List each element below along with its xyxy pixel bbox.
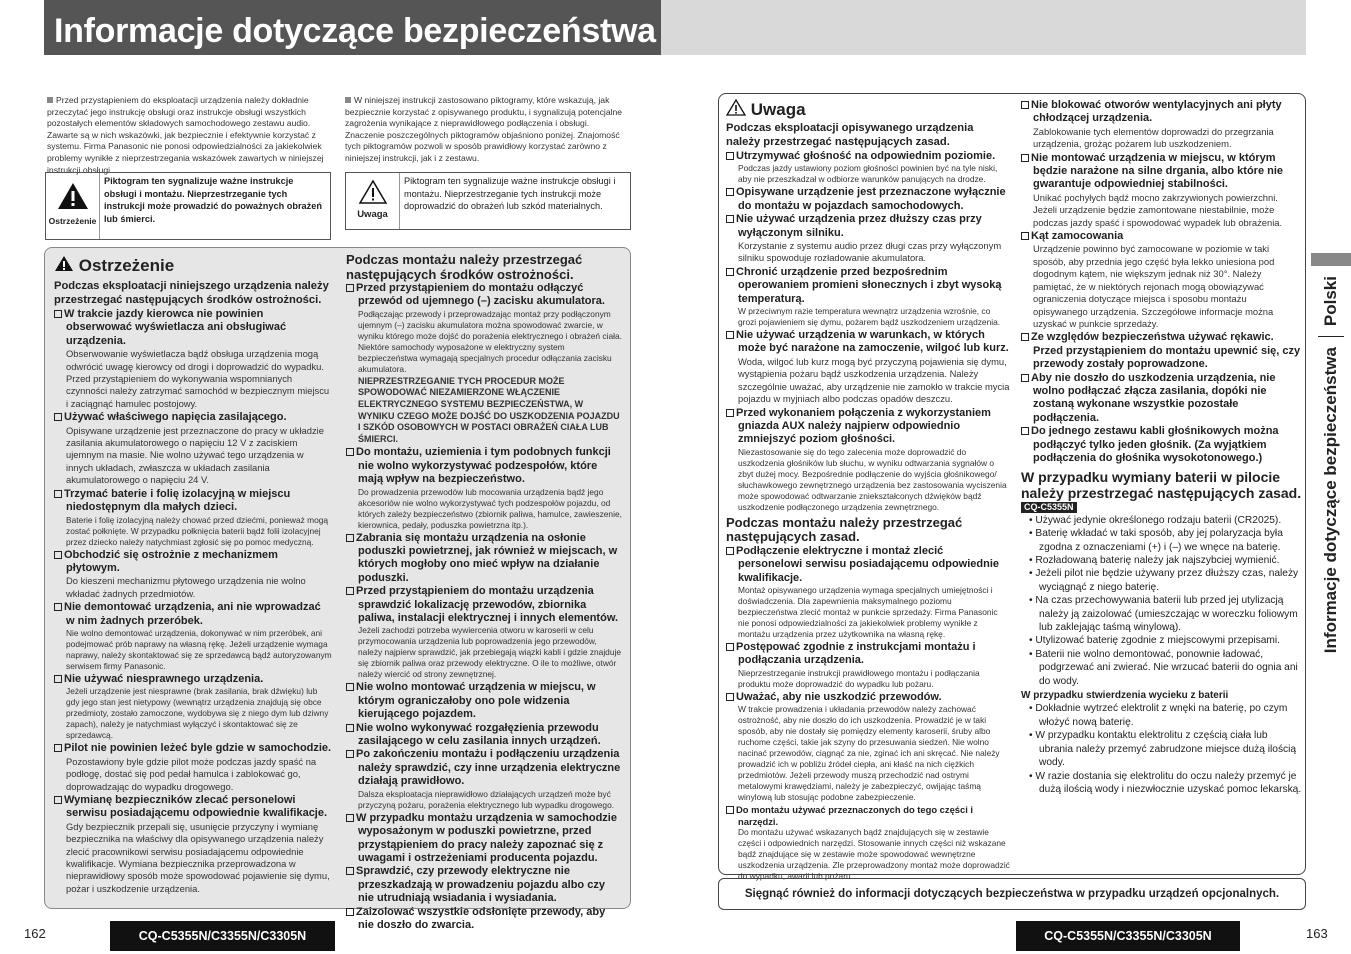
caution-heading: Uwaga <box>726 99 1010 121</box>
warning-item-body: Obserwowanie wyświetlacza bądź obsługa urządzenia mogą odwrócić uwagę kierowcy od drogi i doprowadzić do wypadku. Przed przystąpieniem do wykonywania wspomnianych czynności należy zatrzymać samochód w bezpiecznym miejscu i zaciągnąć hamulec postojowy. <box>66 348 330 409</box>
warning-item-title: W trakcie jazdy kierowca nie powinien obserwować wyświetlacza ani obsługiwać urządzenia. <box>54 308 332 348</box>
caution-item-title: Utrzymywać głośność na odpowiednim poziomie. <box>726 150 1010 163</box>
checkbox-icon <box>1021 374 1029 382</box>
intro-left: Przed przystąpieniem do eksploatacji urządzenia należy dokładnie przeczytać jego instrukcję obsługi oraz instrukcje obsługi wszystkich pozostałych elementów składowych samochodowego zestawu audio. Zawarte są w nich wskazówki, jak bezpiecznie i efektywnie korzystać z systemu. Firma Panasonic nie ponosi odpowiedzialności za jakiekolwiek problemy wynikłe z nieprzestrzegania wskazówek zawartych w niniejszej instrukcji obsługi. <box>47 95 324 175</box>
mounting-item-caps: NIEPRZESTRZEGANIE TYCH PROCEDUR MOŻE SPOWODOWAĆ NIEZAMIERZONE WŁĄCZENIE ELEKTRYCZNEGO SYSTEMU BEZPIECZEŃSTWA, W WYNIKU CZEGO MOŻE DOJŚĆ DO USZKODZENIA POJAZDU I SZKÓD OSOBOWYCH W POSTACI OBRAŻEŃ CIAŁA LUB ŚMIERCI. <box>358 375 620 444</box>
checkbox-icon <box>726 188 734 196</box>
caution-item-body: Korzystanie z systemu audio przez długi czas przy wyłączonym silniku spowoduje rozładowanie akumulatora. <box>738 240 1002 264</box>
checkbox-icon <box>1021 427 1029 435</box>
battery-heading: W przypadku wymiany baterii w pilocie należy przestrzegać następujących zasad. <box>1021 469 1302 502</box>
checkbox-icon <box>726 331 734 339</box>
side-tab-text <box>1316 276 1346 696</box>
caution-item-title: Nie używać urządzenia w warunkach, w których może być narażone na zamoczenie, wilgoć lub kurz. <box>726 329 1010 356</box>
checkbox-icon <box>54 551 62 559</box>
mounting-caution-item-body: Montaż opisywanego urządzenia wymaga specjalnych umiejętności i doświadczenia. Dla zapewnienia maksymalnego poziomu bezpieczeństwa zlecić montaż w punkcie sprzedaży. Firma Panasonic nie ponosi odpowiedzialności za jakiekolwiek problemy wynikłe z montażu urządzenia przez użytkownika na własną rękę. <box>738 584 998 639</box>
intro-middle: W niniejszej instrukcji zastosowano piktogramy, które wskazują, jak bezpiecznie korzystać z opisywanego produktu, i sygnalizują potencjalne zagrożenia wynikające z nieprawidłowego podłączenia i obsługi. Znaczenie poszczególnych piktogramów objaśniono poniżej. Znajomość tych piktogramów pozwoli w sposób prawidłowy korzystać zarówno z niniejszej instrukcji, jak i z zestawu. <box>345 95 623 163</box>
checkbox-icon <box>726 806 734 814</box>
side-tab-divider <box>1318 336 1344 337</box>
caution-item-title: Opisywane urządzenie jest przeznaczone wyłącznie do montażu w pojazdach samochodowych. <box>726 186 1010 213</box>
checkbox-icon <box>726 215 734 223</box>
model-tag: CQ-C5355N <box>1021 502 1077 513</box>
battery-item: • Rozładowaną baterię należy jak najszybciej wymienić. <box>1029 555 1280 566</box>
mounting-caution-item-title: Podłączenie elektryczne i montaż zlecić personelowi serwisu posiadającemu odpowiednie kwalifikacje. <box>726 545 1010 585</box>
footer-model-right: CQ-C5355N/C3355N/C3305N <box>1016 921 1240 951</box>
mounting-item-body: Dalsza eksploatacja nieprawidłowo działających urządzeń może być przyczyną pożaru, porażenia elektrycznego lub wypadku drogowego. <box>358 788 615 810</box>
mounting-item-title: Nie wolno wykonywać rozgałęzienia przewodu zasilającego w celu zasilania innych urządzeń. <box>346 722 622 749</box>
warning-column <box>54 255 332 896</box>
battery-item: • Baterię wkładać w taki sposób, aby jej polaryzacja była zgodna z oznaczeniami (+) i (–) we wnęce na baterię. <box>1029 528 1283 553</box>
battery-item: • Jeżeli pilot nie będzie używany przez dłuższy czas, należy wyciągnąć z niego baterię. <box>1029 568 1299 593</box>
warning-item-title: Nie używać niesprawnego urządzenia. <box>54 673 332 686</box>
checkbox-icon <box>346 534 354 542</box>
mounting-caution-item-body: Urządzenie powinno być zamocowane w poziomie w taki sposób, aby przednia jego część była lekko uniesiona pod dogodnym kątem, nie większym jednak niż 30°. Należy pamiętać, że w niektórych rejonach mogą obowiązywać ograniczenia dotyczące miejsca i sposobu montażu opisywanego urządzenia. Szczegółowe informacje można uzyskać w punkcie sprzedaży. <box>1033 243 1275 329</box>
warning-item-body: Jeżeli urządzenie jest niesprawne (brak zasilania, brak dźwięku) lub gdy jego stan jest nietypowy (wewnątrz urządzenia znajdują się obce przedmioty, zostało zamoczone, wydobywa się z niego dym lub dziwny zapach), należy je natychmiast wyłączyć i skontaktować się ze sprzedawcą. <box>66 686 329 741</box>
mounting-warning-heading: Podczas montażu należy przestrzegać następujących środków ostrożności. <box>346 252 583 282</box>
checkbox-icon <box>346 750 354 758</box>
checkbox-icon <box>346 587 354 595</box>
mounting-warning-column <box>346 253 622 932</box>
side-tab-marker <box>1311 253 1351 266</box>
leak-item: • W przypadku kontaktu elektrolitu z częścią ciała lub ubrania należy przemyć zabrudzone miejsce dużą ilością wody. <box>1029 730 1297 769</box>
page-number-right: 163 <box>1306 926 1328 941</box>
mounting-caution-item-body: Nieprzestrzeganie instrukcji prawidłowego montażu i podłączania produktu może doprowadzić do wypadku lub pożaru. <box>738 667 980 689</box>
mounting-item-title: Sprawdzić, czy przewody elektryczne nie przeszkadzają w prowadzeniu pojazdu albo czy nie utrudniają wsiadania i wysiadania. <box>346 865 622 905</box>
checkbox-icon <box>346 908 354 916</box>
mounting-caution-item-title: Postępować zgodnie z instrukcjami montażu i podłączania urządzenia. <box>726 641 1010 668</box>
leak-heading: W przypadku stwierdzenia wycieku z baterii <box>1021 690 1229 702</box>
mounting-caution-item-body: Do montażu używać wskazanych bądź znajdujących się w zestawie części i odpowiednich narzędzi. Stosowanie innych części niż wskazane bądź znajdujące się w zestawie może spowodować wewnętrzne uszkodzenia urządzenia. Zle przeprowadzony montaż może doprowadzić do wypadku, awarii lub pożaru. <box>738 827 1010 882</box>
caution-item-title: Nie używać urządzenia przez dłuższy czas przy wyłączonym silniku. <box>726 213 1010 240</box>
warning-heading: Ostrzeżenie <box>54 255 332 277</box>
checkbox-icon <box>346 867 354 875</box>
warning-item-body: Baterie i folię izolacyjną należy chować przed dziećmi, ponieważ mogą zostać połknięte. W przypadku połknięcia baterii bądź folii izolacyjnej przez dziecko należy natychmiast zgłosić się po pomoc medyczną. <box>66 514 329 547</box>
caution-triangle-icon <box>358 179 388 205</box>
checkbox-icon <box>54 744 62 752</box>
mounting-caution-item-body: Unikać pochyłych bądź mocno zakrzywionych powierzchni. Jeżeli urządzenie będzie zamontowane niestabilnie, może podczas jazdy spaść i spowodować wypadek lub obrażenia. <box>1033 191 1283 228</box>
side-tab-section: Informacje dotyczące bezpieczeństwa <box>1321 347 1340 654</box>
warning-triangle-icon <box>56 181 90 211</box>
checkbox-icon <box>726 547 734 555</box>
warning-item-title: Używać właściwego napięcia zasilającego. <box>54 411 332 424</box>
caution-triangle-icon <box>726 99 746 116</box>
footer-model-left: CQ-C5355N/C3355N/C3305N <box>110 921 335 951</box>
mounting-caution-item-title: Nie montować urządzenia w miejscu, w którym będzie narażone na silne drgania, albo które nie gwarantuje odpowiedniej stabilności. <box>1021 152 1302 192</box>
mounting-caution-item-title: Nie blokować otworów wentylacyjnych ani płyty chłodzącej urządzenia. <box>1021 99 1302 126</box>
pictogram-warning-box <box>45 172 331 240</box>
warning-item-title: Nie demontować urządzenia, ani nie wprowadzać w nim żadnych przeróbek. <box>54 601 332 628</box>
leak-item: • W razie dostania się elektrolitu do oczu należy przemyć je dużą ilością wody i niezwłocznie uzyskać pomoc lekarską. <box>1029 770 1302 795</box>
warning-item-title: Wymianę bezpieczników zlecać personelowi serwisu posiadającemu odpowiednie kwalifikacje. <box>54 794 332 821</box>
mounting-item-title: Zabrania się montażu urządzenia na osłonie poduszki powietrznej, jak również w miejscach, w których mogłoby ono mieć wpływ na działanie poduszki. <box>346 532 622 586</box>
caution-pictogram <box>346 173 400 229</box>
checkbox-icon <box>726 409 734 417</box>
mounting-caution-item-body: Zablokowanie tych elementów doprowadzi do przegrzania urządzenia, grożąc pożarem lub uszkodzeniem. <box>1033 125 1274 150</box>
battery-item: • Używać jedynie określonego rodzaju baterii (CR2025). <box>1029 514 1282 526</box>
mounting-item-title: Przed przystąpieniem do montażu urządzenia sprawdzić lokalizację przewodów, zbiornika paliwa, instalacji elektrycznej i innych elementów. <box>346 585 622 625</box>
checkbox-icon <box>1021 333 1029 341</box>
warning-item-body: Gdy bezpiecznik przepali się, usunięcie przyczyny i wymianę bezpiecznika na właściwy dla opisywanego urządzenia należy zlecić pracownikowi serwisu posiadającemu odpowiednie kwalifikacje. Wymiana bezpiecznika przeprowadzona w nieprawidłowy sposób może spowodować pojawienie się dymu, pożar i uszkodzenie urządzenia. <box>66 820 330 894</box>
mounting-item-title: Zaizolować wszystkie odsłonięte przewody, aby nie doszło do zwarcia. <box>346 906 622 933</box>
warning-pictogram-label: Ostrzeżenie <box>48 215 97 226</box>
battery-item: • Baterii nie wolno demontować, ponownie ładować, podgrzewać ani zwierać. Nie wrzucać baterii do ognia ani do wody. <box>1029 648 1298 687</box>
checkbox-icon <box>1021 101 1029 109</box>
mounting-item-title: Przed przystąpieniem do montażu odłączyć przewód od ujemnego (–) zacisku akumulatora. <box>346 282 622 309</box>
warning-pictogram <box>46 173 100 239</box>
square-bullet-icon <box>345 97 351 103</box>
mounting-caution-heading: Podczas montażu należy przestrzegać następujących zasad. <box>726 514 963 545</box>
warning-item-body: Opisywane urządzenie jest przeznaczone do pracy w układzie zasilania akumulatorowego o napięciu 12 V z zaciskiem ujemnym na masie. Nie wolno używać tego urządzenia w innych układach, zwłaszcza w układach zasilania akumulatorowego o napięciu 24 V. <box>66 424 324 486</box>
battery-item: • Na czas przechowywania baterii lub przed jej utylizacją należy ją zaizolować (umieszczając w woreczku foliowym lub zaklejając taśmą winylową). <box>1029 595 1298 634</box>
warning-item-title: Pilot nie powinien leżeć byle gdzie w samochodzie. <box>54 742 332 755</box>
checkbox-icon <box>1021 232 1029 240</box>
caution-item-body: Woda, wilgoć lub kurz mogą być przyczyną pojawienia się dymu, wystąpienia pożaru bądź uszkodzenia urządzenia. Należy szczególnie uważać, aby urządzenie nie zamokło w trakcie mycia pojazdu w myjniach albo podczas opadów deszczu. <box>738 355 1010 405</box>
mounting-caution-item-title: Uważać, aby nie uszkodzić przewodów. <box>726 691 1010 704</box>
warning-triangle-icon <box>54 255 74 272</box>
mounting-caution-item-title: Do montażu używać przeznaczonych do tego części i narzędzi. <box>726 804 1010 827</box>
checkbox-icon <box>54 413 62 421</box>
side-tab-language: Polski <box>1321 276 1340 327</box>
caution-item-body: Niezastosowanie się do tego zalecenia może doprowadzić do uszkodzenia głośników lub słuchu, w wyniku odtwarzania sygnałów o zbyt dużej mocy. Bezpośrednie podłączenie do wyjścia głośnikowego/ słuchawkowego zewnętrznego urządzenia bez zastosowania wyciszenia może spowodować odtwarzanie zniekształconych dźwięków bądź uszkodzenie podłączonego urządzenia zewnętrznego. <box>738 446 1007 512</box>
warning-item-body: Nie wolno demontować urządzenia, dokonywać w nim przeróbek, ani podejmować prób naprawy na własną rękę. Jeżeli urządzenie wymaga naprawy, należy skontaktować się ze sprzedawcą bądź autoryzowanym serwisem firmy Panasonic. <box>66 627 332 671</box>
checkbox-icon <box>54 796 62 804</box>
side-tab <box>1316 276 1346 696</box>
checkbox-icon <box>346 683 354 691</box>
checkbox-icon <box>726 693 734 701</box>
checkbox-icon <box>1021 154 1029 162</box>
warning-pictogram-text: Piktogram ten sygnalizuje ważne instrukcje obsługi i montażu. Nieprzestrzeganie tych instrukcji może prowadzić do poważnych obrażeń lub śmierci. <box>104 176 322 224</box>
warning-lead: Podczas eksploatacji niniejszego urządzenia należy przestrzegać następujących środków ostrożności. <box>54 280 329 306</box>
mounting-item-title: Po zakończeniu montażu i podłączeniu urządzenia należy sprawdzić, czy inne urządzenia elektryczne działają prawidłowo. <box>346 748 622 788</box>
caution-item-body: Podczas jazdy ustawiony poziom głośności powinien być na tyle niski, aby nie przeszkadzał w odbiorze warunków panujących na drodze. <box>738 163 998 185</box>
caution-pictogram-label: Uwaga <box>357 208 388 220</box>
warning-item-body: Pozostawiony byle gdzie pilot może podczas jazdy spaść na podłogę, dostać się pod pedał hamulca i zablokować go, doprowadzając do wypadku drogowego. <box>66 755 317 792</box>
pictogram-caution-box <box>345 172 631 230</box>
page-number-left: 162 <box>24 926 46 941</box>
checkbox-icon <box>346 284 354 292</box>
mounting-item-title: Nie wolno montować urządzenia w miejscu, w którym ograniczałoby ono pole widzenia kierującego pojazdem. <box>346 681 622 721</box>
leak-item: • Dokładnie wytrzeć elektrolit z wnęki na baterię, po czym włożyć nową baterię. <box>1029 703 1288 728</box>
mounting-caution-item-title: Ze względów bezpieczeństwa używać rękawic. Przed przystąpieniem do montażu upewnić się, czy przewody zostały poprowadzone. <box>1021 331 1302 371</box>
checkbox-icon <box>726 152 734 160</box>
checkbox-icon <box>54 310 62 318</box>
mounting-caution-item-body: W trakcie prowadzenia i układania przewodów należy zachować ostrożność, aby nie doszło do ich uszkodzenia. Prowadzić je w taki sposób, aby nie dostały się pomiędzy elementy karoserii, śruby albo ruchome części, takie jak szyny do przesuwania siedzeń. Nie wolno nacinać przewodów, ciągnąć za nie, zginać ich ani skręcać. Nie należy prowadzić ich w pobliżu źródeł ciepła, ani kłaść na nich ciężkich przedmiotów. Jeżeli przewody muszą przechodzić nad ostrymi metalowymi krawędziami, należy je zabezpieczyć, owijając taśmą winylową lub stosując podobne zabezpieczenie. <box>738 704 1000 803</box>
checkbox-icon <box>346 448 354 456</box>
caution-column-right <box>1021 99 1302 796</box>
mounting-caution-item-title: Aby nie doszło do uszkodzenia urządzenia, nie wolno podłączać złącza zasilania, dopóki nie zostaną wykonane wszystkie pozostałe podłączenia. <box>1021 372 1302 426</box>
caution-pictogram-text: Piktogram ten sygnalizuje ważne instrukcje obsługi i montażu. Nieprzestrzeganie tych instrukcji może doprowadzić do obrażeń lub szkód materialnych. <box>404 176 616 212</box>
mounting-caution-item-title: Kąt zamocowania <box>1021 230 1302 243</box>
checkbox-icon <box>726 268 734 276</box>
battery-item: • Utylizować baterię zgodnie z miejscowymi przepisami. <box>1029 635 1280 647</box>
optional-equipment-note: Sięgnąć również do informacji dotyczących bezpieczeństwa w przypadku urządzeń opcjonalnych. <box>718 878 1306 910</box>
mounting-item-title: W przypadku montażu urządzenia w samochodzie wyposażonym w poduszki powietrzne, przed przystąpieniem do pracy należy zapoznać się z uwagami i ostrzeżeniami producenta pojazdu. <box>346 812 622 866</box>
checkbox-icon <box>346 814 354 822</box>
page-title: Informacje dotyczące bezpieczeństwa <box>44 0 661 55</box>
checkbox-icon <box>726 643 734 651</box>
warning-item-title: Trzymać baterie i folię izolacyjną w miejscu niedostępnym dla małych dzieci. <box>54 488 332 515</box>
mounting-item-body: Do prowadzenia przewodów lub mocowania urządzenia bądź jego akcesoriów nie wolno wykorzystywać tych podzespołów pojazdu, od których zależy bezpieczeństwo (zbiornik paliwa, hamulce, zawieszenie, kierownica, pedały, poduszka powietrzna itp.). <box>358 486 622 530</box>
mounting-item-body: Podłączając przewody i przeprowadzając montaż przy podłączonym ujemnym (–) zacisku akumulatora można spowodować zwarcie, w wyniku którego może dojść do porażenia elektrycznego i obrażeń ciała. Niektóre samochody wyposażone w elektryczny system bezpieczeństwa wymagają specjalnych procedur odłączania zacisku akumulatora. <box>358 308 622 374</box>
mounting-item-title: Do montażu, uziemienia i tym podobnych funkcji nie wolno wykorzystywać podzespołów, które mają wpływ na bezpieczeństwo. <box>346 446 622 486</box>
caution-item-title: Przed wykonaniem połączenia z wykorzystaniem gniazda AUX należy najpierw odpowiednio zmniejszyć poziom głośności. <box>726 407 1010 447</box>
square-bullet-icon <box>47 97 53 103</box>
checkbox-icon <box>54 675 62 683</box>
caution-column <box>726 99 1010 883</box>
checkbox-icon <box>346 724 354 732</box>
mounting-caution-item-title: Do jednego zestawu kabli głośnikowych można podłączyć tylko jeden głośnik. (Za wyjątkiem podłączenia do głośnika wysokotonowego.) <box>1021 425 1302 465</box>
warning-item-title: Obchodzić się ostrożnie z mechanizmem płytowym. <box>54 549 332 576</box>
caution-lead: Podczas eksploatacji opisywanego urządzenia należy przestrzegać następujących zasad. <box>726 122 974 148</box>
checkbox-icon <box>54 490 62 498</box>
mounting-item-body: Jeżeli zachodzi potrzeba wywiercenia otworu w karoserii w celu przymocowania urządzenia lub poprowadzenia jego przewodów, należy najpierw sprawdzić, jak przebiegają wiązki kabli i gdzie znajduje się zbiornik paliwa oraz przewody elektryczne. O ile to możliwe, otwór należy wiercić od strony zewnętrznej. <box>358 625 622 680</box>
checkbox-icon <box>54 603 62 611</box>
caution-item-title: Chronić urządzenie przed bezpośrednim operowaniem promieni słonecznych i zbyt wysoką temperaturą. <box>726 266 1010 306</box>
warning-item-body: Do kieszeni mechanizmu płytowego urządzenia nie wolno wkładać żadnych przedmiotów. <box>66 575 306 599</box>
caution-item-body: W przeciwnym razie temperatura wewnątrz urządzenia wzrośnie, co grozi pojawieniem się dymu, pożarem bądź uszkodzeniem urządzenia. <box>738 306 1001 328</box>
